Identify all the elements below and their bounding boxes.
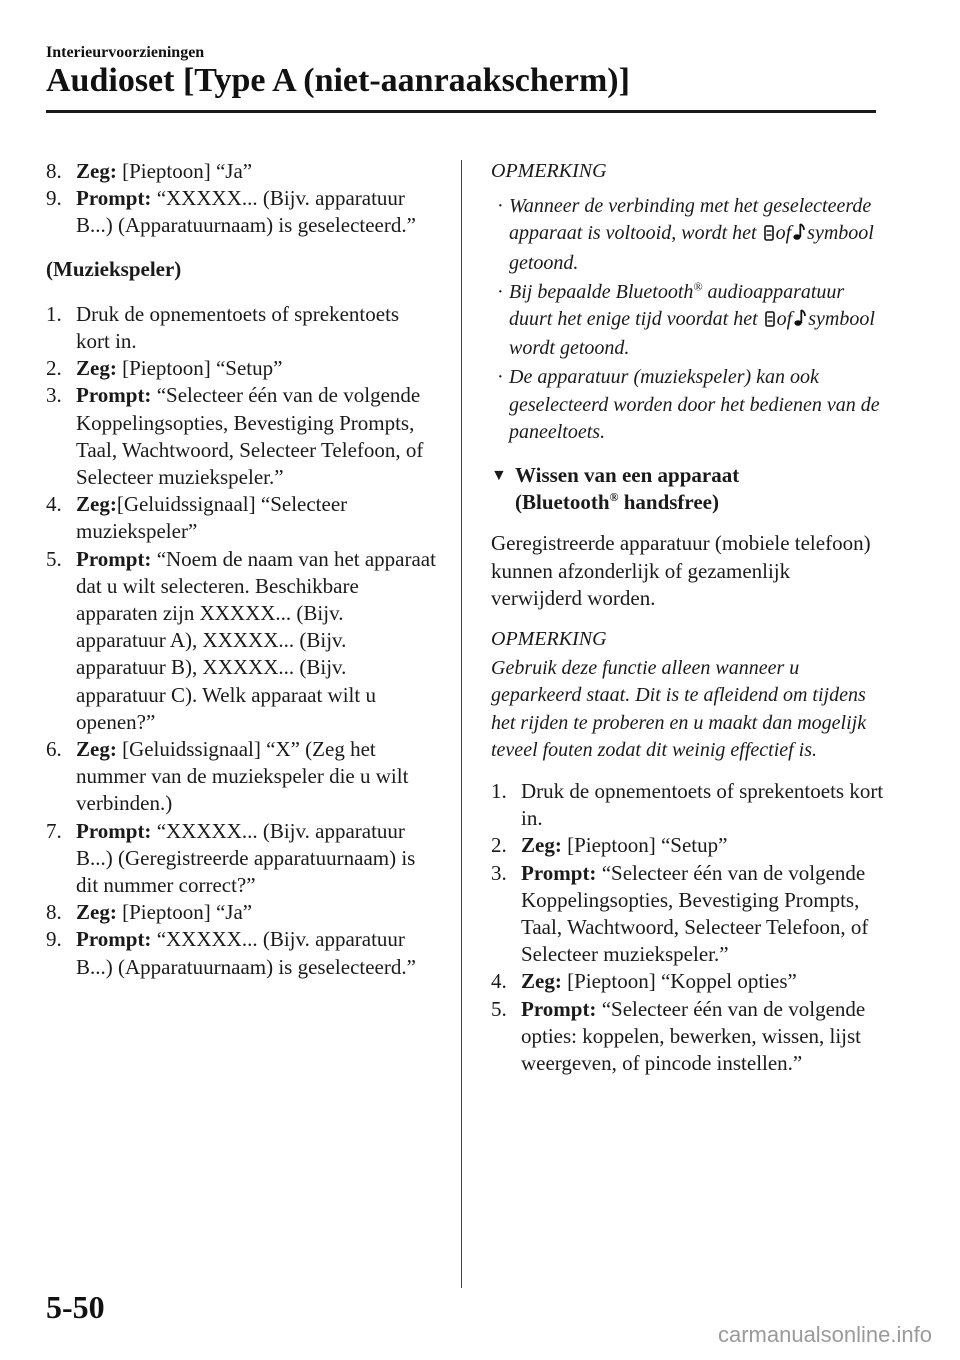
step-list [46,301,438,981]
list-item: 8. Zeg: [Pieptoon] “Ja” [46,159,253,183]
header-rule [46,110,876,113]
list-item: 5. Prompt: “Selecteer één van de volgende opties: koppelen, bewerken, wissen, lijst weergeven, of pincode instellen.” [491,996,866,1076]
list-item: 9. Prompt: “XXXXX... (Bijv. apparatuur B...) (Apparatuurnaam) is geselecteerd.” [46,927,416,979]
list-item: 9. Prompt: “XXXXX... (Bijv. apparatuur B...) (Apparatuurnaam) is geselecteerd.” [46,186,416,238]
page-title: Audioset [Type A (niet-aanraakscherm)] [46,62,630,99]
note-bullet: · De apparatuur (muziekspeler) kan ook geselecteerd worden door het bedienen van de paneeltoets. [497,366,880,443]
step-list-top [46,158,438,240]
note-bullet: · Wanneer de verbinding met het geselecteerde apparaat is voltooid, wordt het of symbool getoond. [497,195,874,274]
column-divider [461,160,462,1288]
bullet-dot-icon: · [497,280,504,303]
right-column [491,158,886,1077]
intro-paragraph: Geregistreerde apparatuur (mobiele telefoon) kunnen afzonderlijk of gezamenlijk verwijderd worden. [491,531,871,610]
music-note-icon [794,308,806,335]
bullet-dot-icon: · [497,195,504,218]
note-heading: OPMERKING [491,160,607,182]
list-item: 1. Druk de opnementoets of sprekentoets kort in. [46,301,400,354]
list-item: 1. Druk de opnementoets of sprekentoets kort in. [491,779,884,831]
list-item: 6. Zeg: [Geluidssignaal] “X” (Zeg het nummer van de muziekspeler die u wilt verbinden.) [46,737,409,816]
list-item: 2. Zeg: [Pieptoon] “Setup” [46,356,283,381]
list-item: 3. Prompt: “Selecteer één van de volgende Koppelingsopties, Bevestiging Prompts, Taal, Wachtwoord, Selecteer Telefoon, of Selecteer muziekspeler.” [46,383,424,490]
step-list [491,778,886,1077]
bullet-dot-icon: · [497,366,504,389]
list-item: 7. Prompt: “XXXXX... (Bijv. apparatuur B...) (Geregistreerde apparatuurnaam) is dit nummer correct?” [46,818,416,898]
section-heading: (Muziekspeler) [46,256,182,281]
note-bullet: · Bij bepaalde Bluetooth® audioapparatuur duurt het enige tijd voordat het of symbool wordt getoond. [497,279,875,360]
list-item: 8. Zeg: [Pieptoon] “Ja” [46,900,253,925]
phone-icon [764,222,774,249]
header-section-label: Interieurvoorzieningen [46,44,205,61]
list-item: 2. Zeg: [Pieptoon] “Setup” [491,833,728,858]
watermark: carmanualsonline.info [717,1322,932,1347]
phone-icon [765,308,775,335]
list-item: 4. Zeg:[Geluidssignaal] “Selecteer muziekspeler” [46,492,348,544]
list-item: 3. Prompt: “Selecteer één van de volgende Koppelingsopties, Bevestiging Prompts, Taal, Wachtwoord, Selecteer Telefoon, of Selecteer muziekspeler.” [491,860,869,967]
list-item: 4. Zeg: [Pieptoon] “Koppel opties” [491,969,797,994]
note-paragraph: Gebruik deze functie alleen wanneer u geparkeerd staat. Dit is te afleidend om tijdens het rijden te proberen en u maakt dan mogelijk teveel fouten zodat dit weinig effectief is. [491,657,867,761]
subsection-heading: ▼ Wissen van een apparaat (Bluetooth® handsfree) [491,463,740,515]
note-heading: OPMERKING [491,628,607,651]
left-column [46,158,438,981]
page-number: 5-50 [46,1289,105,1325]
triangle-down-icon: ▼ [491,467,507,485]
music-note-icon [793,222,805,249]
list-item: 5. Prompt: “Noem de naam van het apparaat dat u wilt selecteren. Beschikbare apparaten zijn XXXXX... (Bijv. apparatuur A), XXXXX... (Bijv. apparatuur B), XXXXX... (Bijv. apparatuur C). Welk apparaat wilt u openen?” [46,546,436,734]
